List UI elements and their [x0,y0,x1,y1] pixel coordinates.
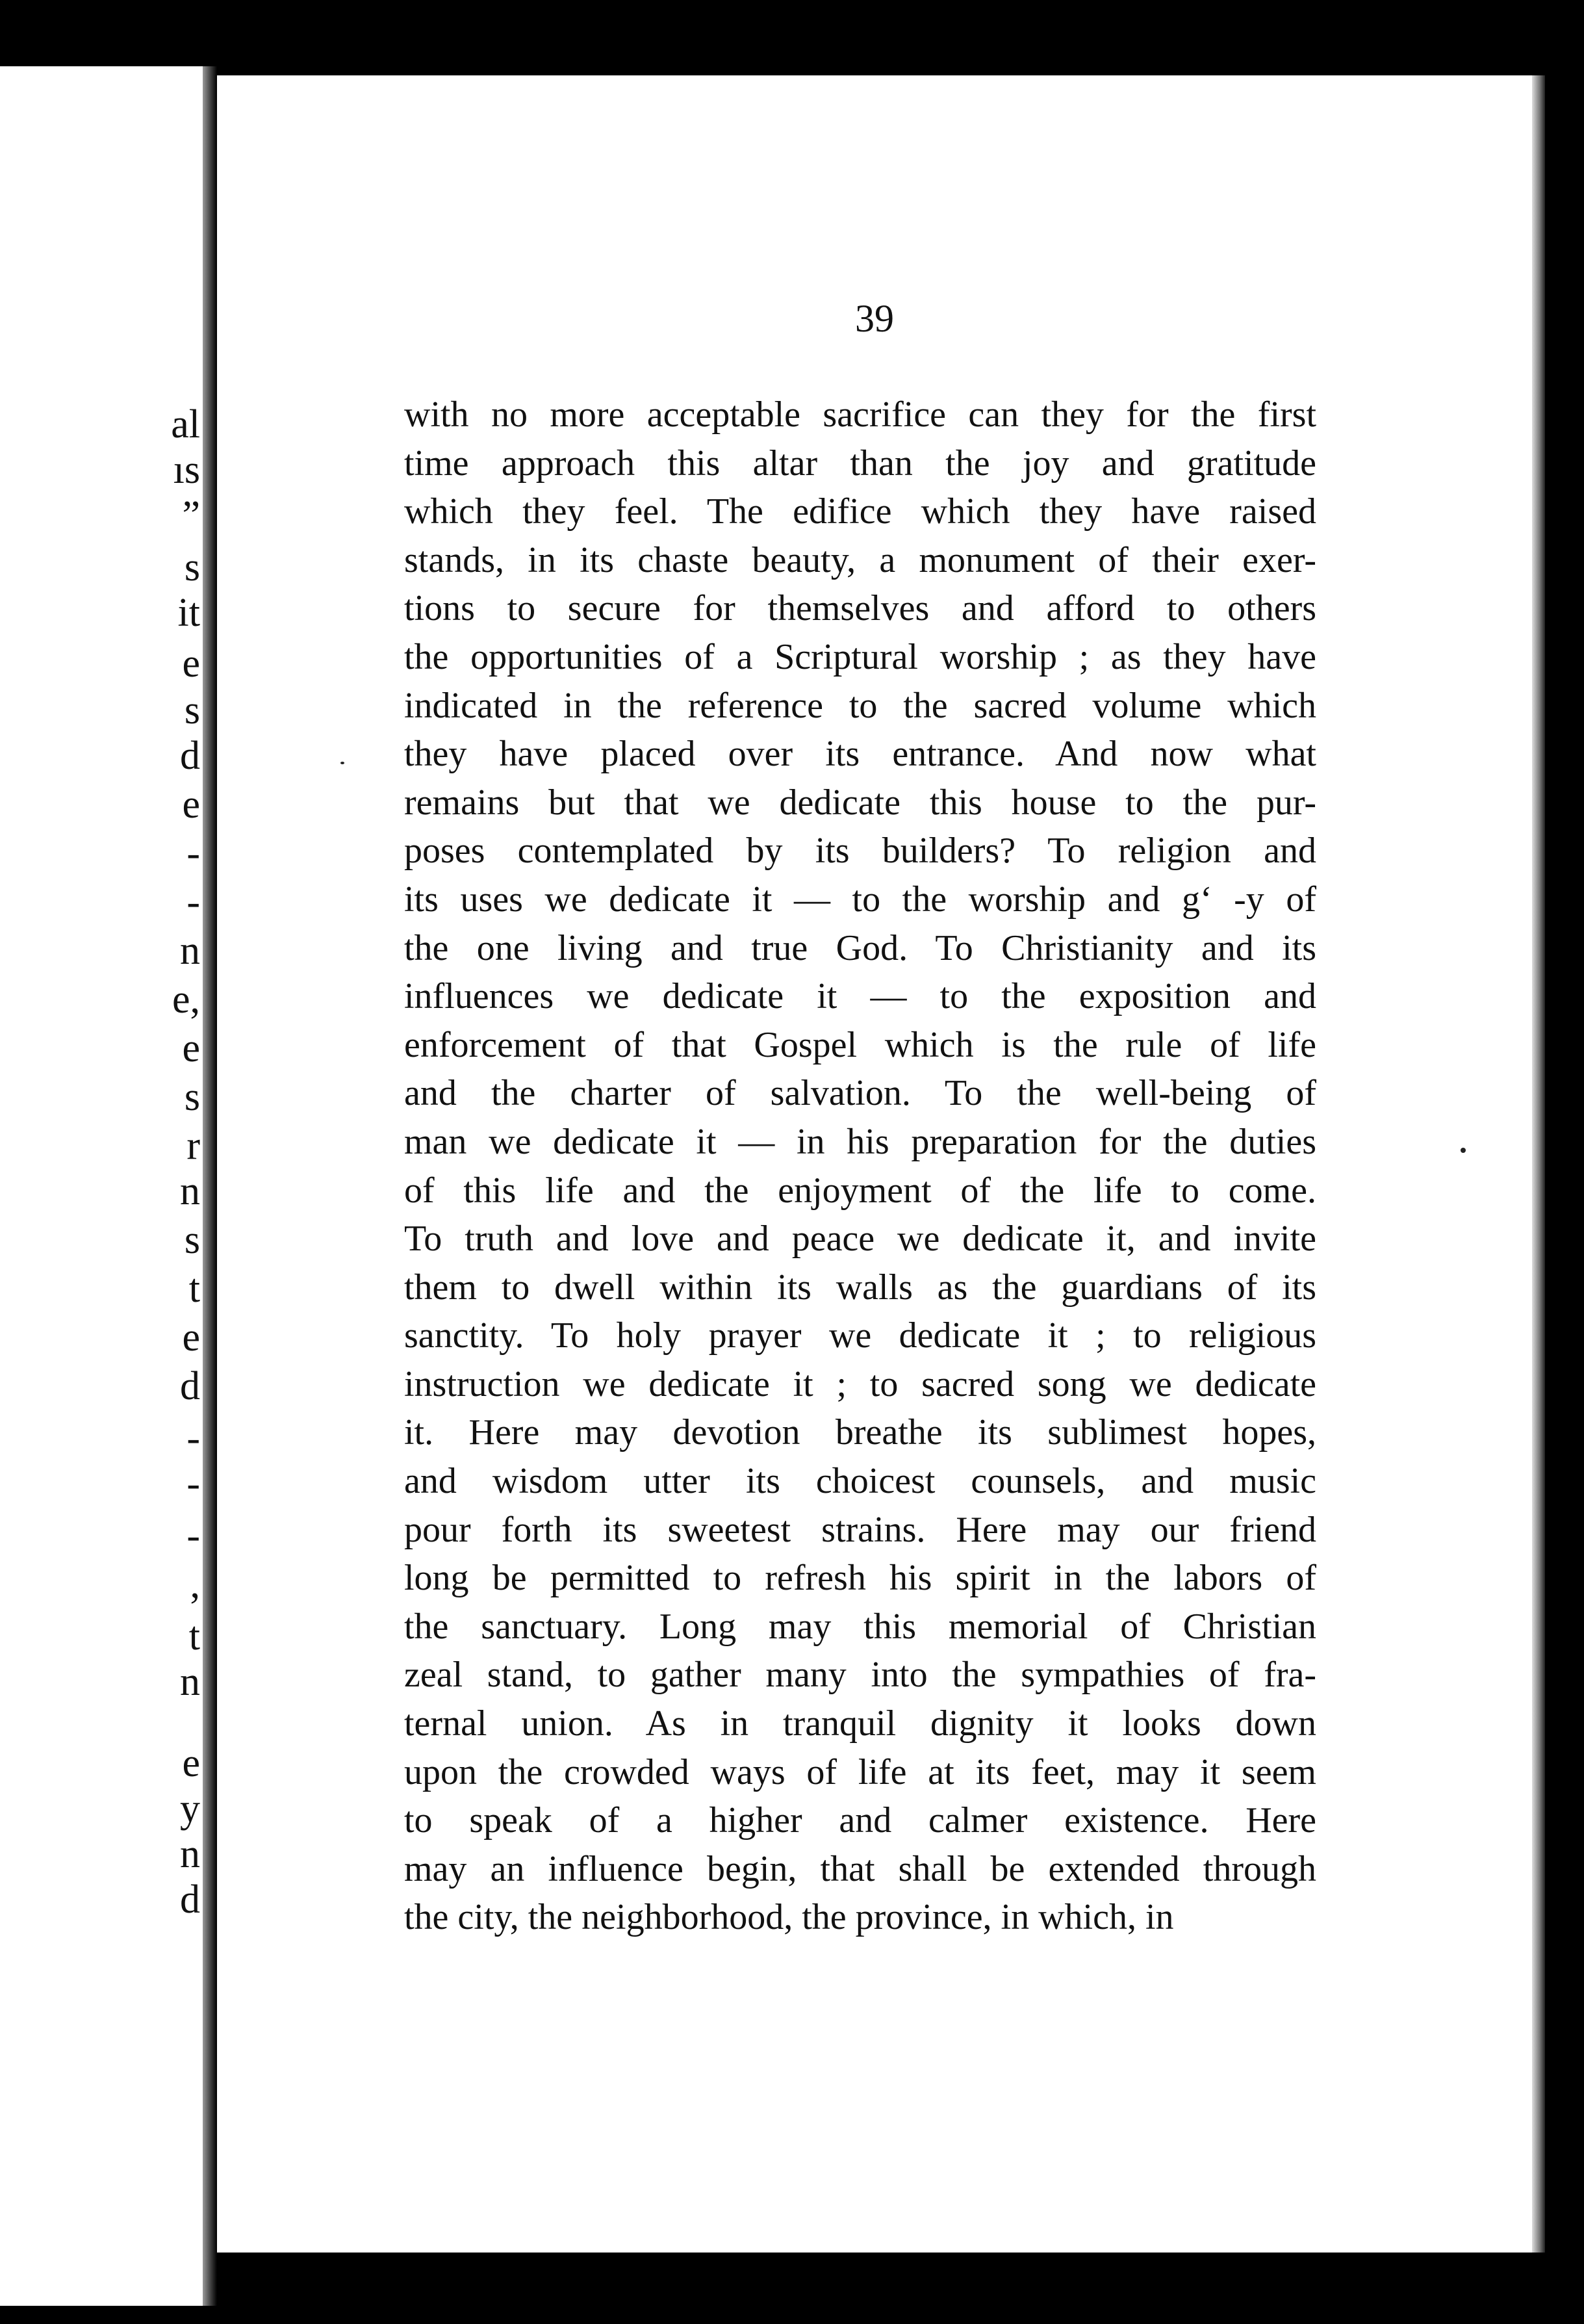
margin-fragment: al [171,402,200,446]
text-line: the opportunities of a Scriptural worship ; as they have [404,636,1316,677]
right-page [217,75,1532,2253]
margin-fragment: - [186,880,200,924]
text-line: To truth and love and peace we dedicate it, and invite [404,1219,1316,1259]
text-line: enforcement of that Gospel which is the rule of life [404,1024,1316,1065]
left-page-fragment [0,66,203,2306]
body-text [404,391,1316,1942]
margin-fragment: - [186,1416,200,1460]
text-line: it. Here may devotion breathe its sublimest hopes, [404,1412,1316,1453]
text-line: may an influence begin, that shall be extended through [404,1848,1316,1889]
margin-fragment: e, [172,977,200,1022]
text-line: the one living and true God. To Christianity and its [404,927,1316,968]
ink-speck [340,762,344,764]
margin-fragment: - [186,831,200,875]
text-line: influences we dedicate it — to the exposition and [404,976,1316,1017]
margin-fragment: n [180,1832,200,1876]
text-line: the city, the neighborhood, the province, in which, in [404,1897,1174,1938]
margin-fragment: s [184,1218,200,1262]
margin-fragment: n [180,929,200,973]
text-line: them to dwell within its walls as the guardians of its [404,1267,1316,1308]
margin-fragment: ıs [173,448,200,492]
margin-fragment: t [188,1614,200,1659]
margin-fragment: e [182,641,200,686]
margin-fragment: n [180,1169,200,1213]
book-gutter [203,66,217,2306]
page-edge [1532,75,1545,2253]
margin-fragment: d [180,1364,200,1408]
text-line: ternal union. As in tranquil dignity it looks down [404,1703,1316,1744]
page-number: 39 [855,297,894,340]
text-line: and wisdom utter its choicest counsels, and music [404,1461,1316,1502]
margin-fragment: n [180,1660,200,1704]
margin-fragment: y [180,1787,200,1831]
text-line: sanctity. To holy prayer we dedicate it ; to religious [404,1315,1316,1356]
margin-fragment: d [180,734,200,778]
margin-fragment: d [180,1878,200,1922]
margin-fragment: e [182,1315,200,1360]
margin-fragment: s [184,1075,200,1119]
text-line: remains but that we dedicate this house to the pur- [404,782,1316,823]
margin-fragment: , [190,1562,200,1607]
margin-fragment: s [184,545,200,589]
margin-fragment: - [186,1514,200,1558]
text-line: instruction we dedicate it ; to sacred song we dedicate [404,1363,1316,1404]
text-line: with no more acceptable sacrifice can they for the first [404,394,1316,435]
text-line: time approach this altar than the joy and gratitude [404,443,1316,484]
text-line: the sanctuary. Long may this memorial of Christian [404,1606,1316,1647]
text-line: man we dedicate it — in his preparation for the duties [404,1121,1316,1162]
text-line: tions to secure for themselves and afford to others [404,588,1316,629]
margin-fragment: e [182,1026,200,1070]
text-line: and the charter of salvation. To the well-being of [404,1073,1316,1114]
text-line: they have placed over its entrance. And now what [404,734,1316,775]
margin-fragment: e [182,1741,200,1785]
text-line: to speak of a higher and calmer existence. Here [404,1800,1316,1841]
margin-fragment: t [188,1267,200,1311]
margin-fragment: s [184,688,200,732]
text-line: which they feel. The edifice which they have raised [404,491,1316,532]
text-line: pour forth its sweetest strains. Here may our friend [404,1509,1316,1550]
margin-fragment: - [186,1462,200,1506]
margin-fragment: ” [182,493,200,537]
margin-fragment: r [186,1124,200,1168]
ink-speck [1461,1148,1466,1153]
text-line: indicated in the reference to the sacred volume which [404,685,1316,726]
text-line: poses contemplated by its builders? To religion and [404,831,1316,872]
text-line: zeal stand, to gather many into the sympathies of fra- [404,1655,1316,1696]
margin-fragment: e [182,782,200,827]
text-line: stands, in its chaste beauty, a monument of their exer- [404,539,1316,580]
text-line: its uses we dedicate it — to the worship and g‘ ‑y of [404,879,1316,920]
text-line: long be permitted to refresh his spirit in the labors of [404,1558,1316,1599]
text-line: upon the crowded ways of life at its feet, may it seem [404,1751,1316,1792]
margin-fragment: it [177,591,200,635]
text-line: of this life and the enjoyment of the life to come. [404,1170,1316,1211]
